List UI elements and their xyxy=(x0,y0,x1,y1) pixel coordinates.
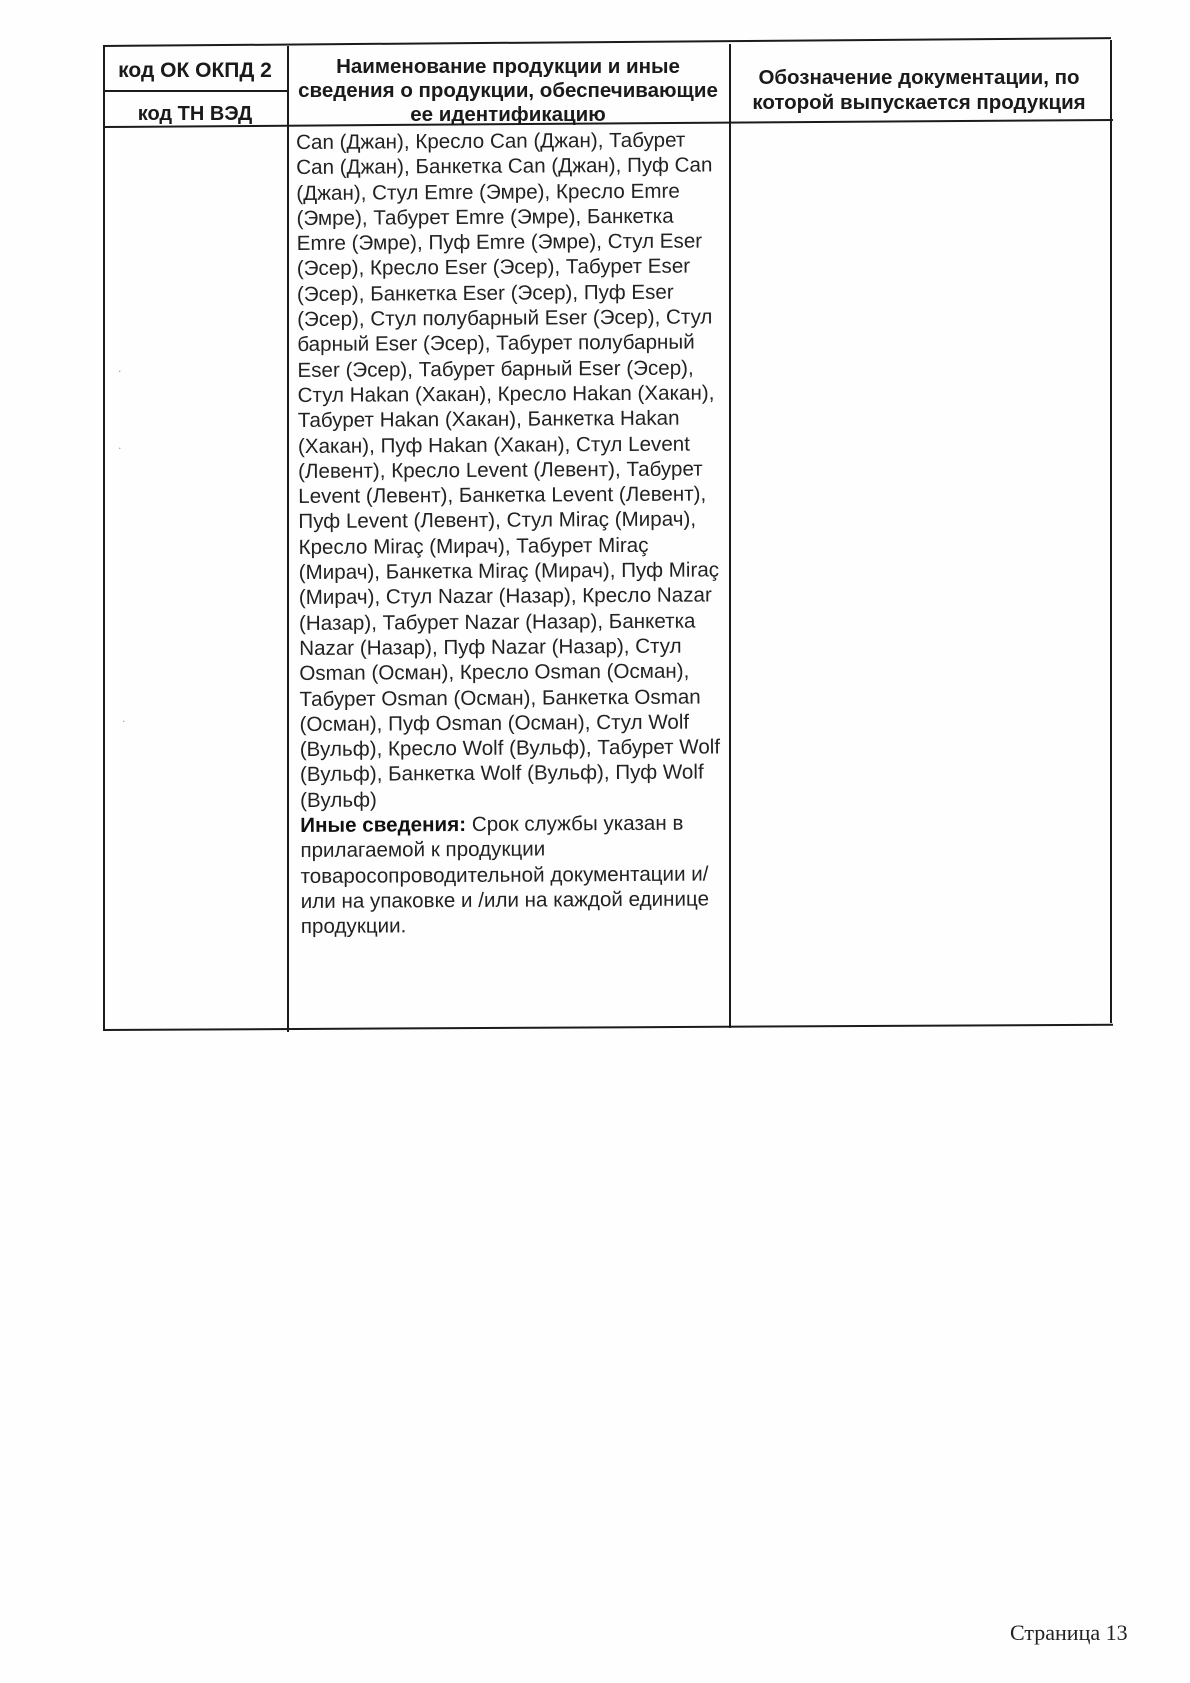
header-tnved-code: код ТН ВЭД xyxy=(137,103,253,125)
page-number: Страница 13 xyxy=(1010,1620,1128,1645)
table-right-border xyxy=(1110,40,1112,1023)
other-info-label: Иные сведения: xyxy=(300,812,467,838)
other-info-text: Срок службы указан в прилагаемой к продукции товаросопроводительной документации и/или на упаковке и /или на каждой единице продукции. xyxy=(300,811,710,939)
product-list-text: Can (Джан), Кресло Can (Джан), Табурет Can (Джан), Банкетка Can (Джан), Пуф Can (Джан), Стул Emre (Эмре), Кресло Emre (Эмре), Табурет Emre (Эмре), Банкетка Emre (Эмре), Пуф Emre (Эмре), Стул Eser (Эсер), Кресло Eser (Эсер), Табурет Eser (Эсер), Банкетка Eser (Эсер), Пуф Eser (Эсер), Стул полубарный Eser (Эсер), Стул барный Eser (Эсер), Табурет полубарный Eser (Эсер), Табурет барный Eser (Эсер), Стул Hakan (Хакан), Кресло Hakan (Хакан), Табурет Hakan (Хакан), Банкетка Hakan (Хакан), Пуф Hakan (Хакан), Стул Levent (Левент), Кресло Levent (Левент), Табурет Levent (Левент), Банкетка Levent (Левент), Пуф Levent (Левент), Стул Miraç (Мирач), Кресло Miraç (Мирач), Табурет Miraç (Мирач), Банкетка Miraç (Мирач), Пуф Miraç (Мирач), Стул Nazar (Назар), Кресло Nazar (Назар), Табурет Nazar (Назар), Банкетка Nazar (Назар), Пуф Nazar (Назар), Стул Osman (Осман), Кресло Osman (Осман), Табурет Osman (Осман), Банкетка Osman (Осман), Пуф Osman (Осман), Стул Wolf (Вульф), Кресло Wolf (Вульф), Табурет Wolf (Вульф), Банкетка Wolf (Вульф), Пуф Wolf (Вульф) xyxy=(296,128,721,812)
header-documentation: Обозначение документации, по которой выпускается продукция xyxy=(752,66,1086,114)
products-table xyxy=(103,38,1113,1030)
scan-speck: · xyxy=(118,365,122,378)
table-bottom-border xyxy=(103,1024,1113,1031)
header-okpd-code: код ОК ОКПД 2 xyxy=(118,59,272,83)
other-info-paragraph xyxy=(300,810,733,939)
column-divider-1 xyxy=(287,46,289,1032)
scan-speck: · xyxy=(122,715,126,728)
product-description-cell xyxy=(296,127,733,939)
table-left-border xyxy=(103,47,105,1030)
header-product-name: Наименование продукции и иные сведения о продукции, обеспечивающие ее идентификацию xyxy=(298,55,718,126)
scan-speck: · xyxy=(118,442,122,455)
